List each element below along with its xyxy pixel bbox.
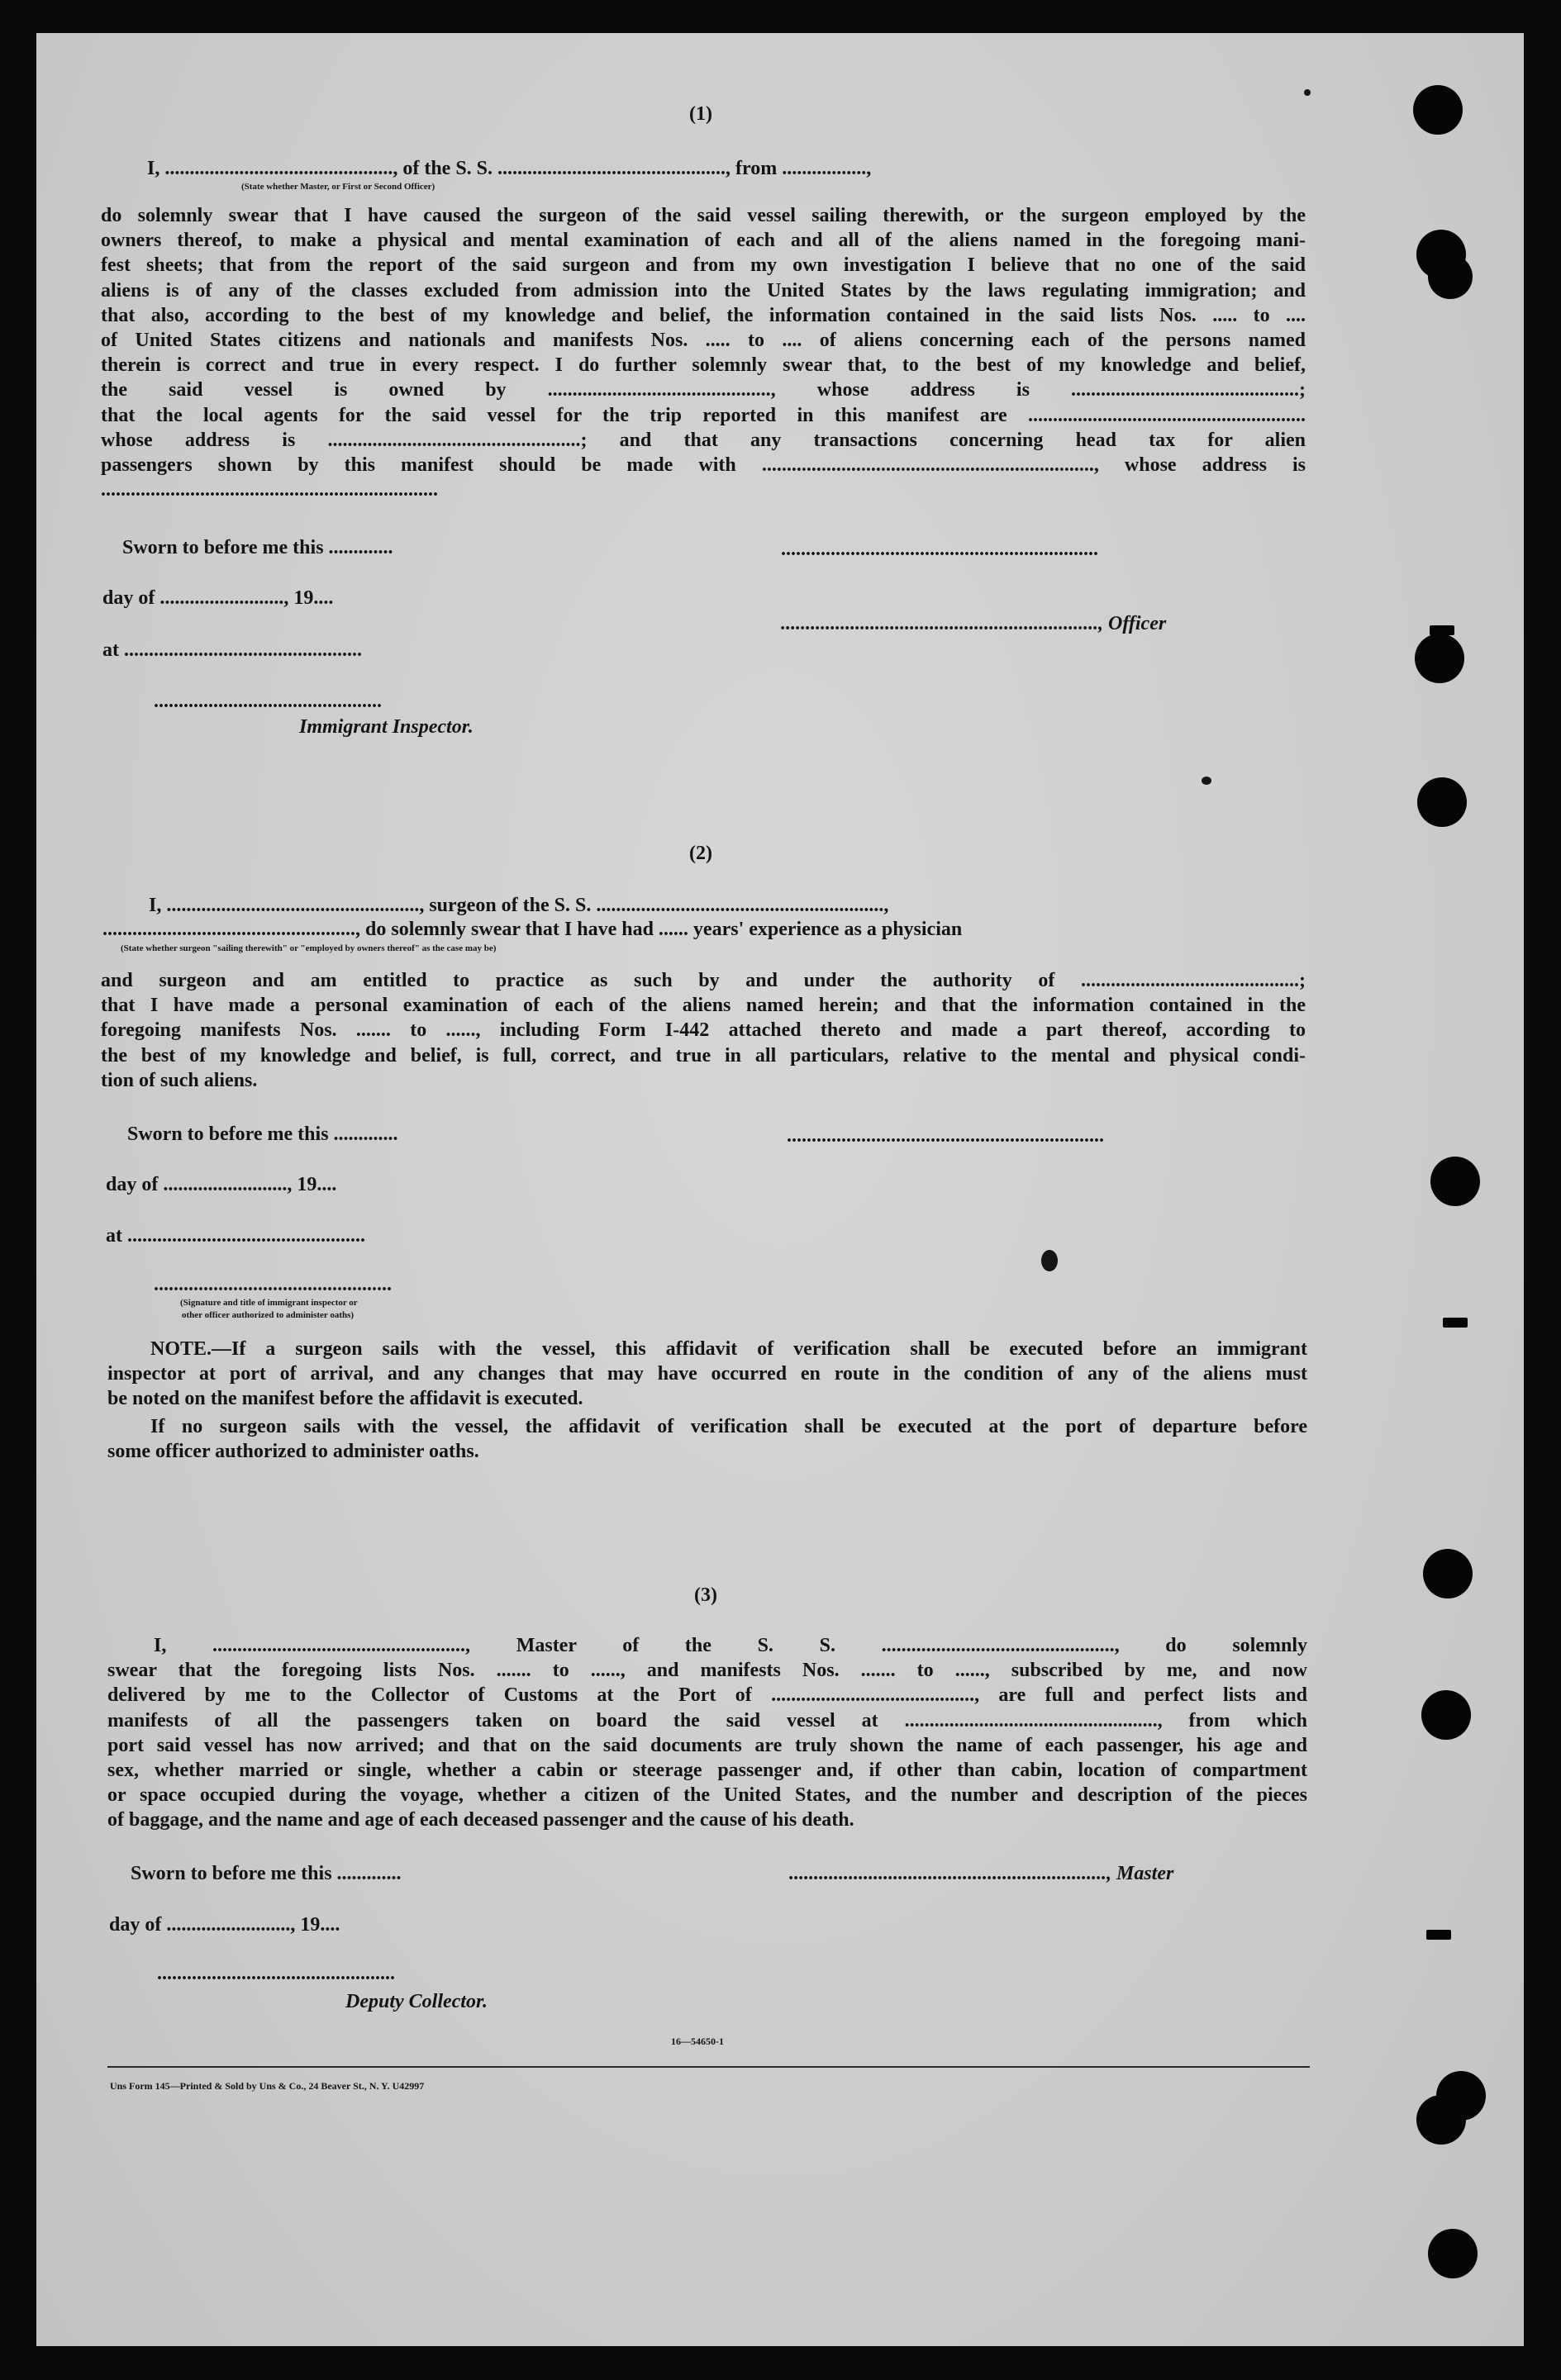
text-line: swear that the foregoing lists Nos. ....... to ......, and manifests Nos. ....... to ......, subscribed by me, and now — [107, 1660, 1307, 1682]
section-2-paragraph — [101, 968, 1306, 1093]
punch-hole — [1423, 1549, 1473, 1599]
text-line: that also, according to the best of my knowledge and belief, the information contained in the said lists Nos. ..... to .... — [101, 304, 1306, 326]
text-line: tion of such aliens. — [101, 1069, 258, 1091]
section-3-paragraph — [107, 1633, 1307, 1833]
punch-hole — [1428, 2229, 1478, 2278]
text-line: passengers shown by this manifest should be made with ..................................................................., whose address is — [101, 454, 1306, 477]
day-line: day of ........................., 19.... — [102, 587, 334, 609]
day-line: day of ........................., 19.... — [109, 1914, 340, 1936]
signature-dots: ................................................ — [154, 1274, 392, 1295]
ink-speck — [1041, 1250, 1058, 1271]
surgeon-status-note: (State whether surgeon "sailing therewith" or "employed by owners thereof" as the case may be) — [121, 943, 497, 953]
text-line: port said vessel has now arrived; and that on the said documents are truly shown the name of each passenger, his age and — [107, 1734, 1307, 1756]
text-line: NOTE.—If a surgeon sails with the vessel, this affidavit of verification shall be executed before an immigrant — [150, 1338, 1307, 1360]
text-line: of baggage, and the name and age of each deceased passenger and the cause of his death. — [107, 1809, 854, 1831]
punch-tab — [1426, 1930, 1451, 1940]
sworn-line: Sworn to before me this ............. — [122, 537, 393, 558]
punch-tab — [1443, 1318, 1468, 1328]
surgeon-experience-line: ..................................................., do solemnly swear that I have had ...... years' experience as a physician — [102, 919, 963, 940]
signature-title-note: other officer authorized to administer oaths) — [182, 1310, 355, 1320]
collector-signature-dots: ................................................ — [157, 1963, 395, 1984]
signature-line: ................................................................ — [787, 1125, 1104, 1147]
at-line: at ................................................ — [102, 639, 362, 661]
punch-hole — [1416, 2095, 1466, 2145]
section-1-oath-line: I, .............................................., of the S. S. .............................................., from ................., — [147, 158, 872, 179]
text-line: some officer authorized to administer oaths. — [107, 1441, 479, 1463]
text-line: the said vessel is owned by ............................................., whose address is ..............................................; — [101, 379, 1306, 401]
text-line: do solemnly swear that I have caused the surgeon of the said vessel sailing therewith, or the surgeon employed by the — [101, 205, 1306, 226]
text-line: the best of my knowledge and belief, is full, correct, and true in all particulars, relative to the mental and physical condi- — [101, 1044, 1306, 1066]
immigrant-inspector-label: Immigrant Inspector. — [299, 716, 474, 738]
text-line: .................................................................... — [101, 479, 438, 501]
text-line: whose address is ...................................................; and that any transactions concerning head tax for alien — [101, 429, 1306, 451]
deputy-collector-label: Deputy Collector. — [345, 1991, 488, 2012]
text-line: of United States citizens and nationals and manifests Nos. ..... to .... of aliens concerning each of the persons named — [101, 330, 1306, 352]
surgeon-oath-line: I, ..................................................., surgeon of the S. S. .........................................................., — [149, 895, 889, 916]
punch-hole — [1421, 1690, 1471, 1740]
note-paragraph — [107, 1337, 1307, 1412]
text-line: I, ..................................................., Master of the S. S. ..............................................., do solemnly — [154, 1635, 1307, 1656]
master-officer-note: (State whether Master, or First or Second Officer) — [241, 182, 435, 192]
section-1-heading: (1) — [689, 103, 712, 125]
text-line: or space occupied during the voyage, whether a citizen of the United States, and the number and description of the pieces — [107, 1784, 1307, 1807]
text-line: that I have made a personal examination of each of the aliens named herein; and that the information contained in the — [101, 995, 1306, 1017]
text-line: manifests of all the passengers taken on board the said vessel at ..................................................., from which — [107, 1709, 1307, 1732]
master-signature-line: ................................................................, Master — [789, 1863, 1174, 1884]
form-number: 16—54650-1 — [671, 2036, 724, 2047]
punch-tab — [1430, 625, 1454, 635]
text-line: therein is correct and true in every respect. I do further solemnly swear that, to the best of my knowledge and belief, — [101, 354, 1306, 377]
ink-speck — [1202, 777, 1211, 785]
printer-footer: Uns Form 145—Printed & Sold by Uns & Co., 24 Beaver St., N. Y. U42997 — [110, 2080, 425, 2092]
punch-hole — [1417, 777, 1467, 827]
text-line: owners thereof, to make a physical and mental examination of each and all of the aliens named in the foregoing mani- — [101, 230, 1306, 252]
text-line: inspector at port of arrival, and any changes that may have occurred en route in the condition of any of the aliens must — [107, 1363, 1307, 1385]
section-2-heading: (2) — [689, 843, 712, 864]
punch-hole — [1415, 634, 1464, 683]
text-line: sex, whether married or single, whether a cabin or steerage passenger and, if other than cabin, location of compartment — [107, 1760, 1307, 1782]
officer-signature-line: ................................................................, Officer — [781, 613, 1167, 634]
bleed-through-text — [198, 112, 205, 140]
inspector-signature-dots: .............................................. — [154, 691, 382, 712]
text-line: fest sheets; that from the report of the said surgeon and from my own investigation I believe that no one of the said — [101, 254, 1306, 277]
text-line: that the local agents for the said vessel for the trip reported in this manifest are ........................................................ — [101, 404, 1306, 426]
signature-title-note: (Signature and title of immigrant inspector or — [180, 1298, 358, 1308]
text-line: foregoing manifests Nos. ....... to ......, including Form I-442 attached thereto and made a part thereof, according to — [101, 1019, 1306, 1042]
sworn-line: Sworn to before me this ............. — [127, 1123, 398, 1145]
punch-hole — [1428, 254, 1473, 299]
punch-hole — [1430, 1157, 1480, 1206]
text-line: If no surgeon sails with the vessel, the affidavit of verification shall be executed at the port of departure before — [150, 1416, 1307, 1437]
section-1-paragraph — [101, 203, 1306, 502]
section-3-heading: (3) — [694, 1584, 717, 1606]
ink-speck — [1304, 89, 1311, 96]
note-paragraph-2 — [107, 1414, 1307, 1464]
sworn-line: Sworn to before me this ............. — [131, 1863, 402, 1884]
at-line: at ................................................ — [106, 1225, 365, 1247]
text-line: be noted on the manifest before the affidavit is executed. — [107, 1388, 583, 1410]
text-line: delivered by me to the Collector of Customs at the Port of ........................................., are full and perfect lists and — [107, 1684, 1307, 1707]
day-line: day of ........................., 19.... — [106, 1174, 337, 1195]
text-line: aliens is of any of the classes excluded from admission into the United States by the laws regulating immigration; and — [101, 279, 1306, 302]
signature-line: ................................................................ — [781, 539, 1098, 560]
footer-rule — [107, 2066, 1310, 2068]
punch-hole — [1413, 85, 1463, 135]
text-line: and surgeon and am entitled to practice as such by and under the authority of ............................................; — [101, 970, 1306, 991]
